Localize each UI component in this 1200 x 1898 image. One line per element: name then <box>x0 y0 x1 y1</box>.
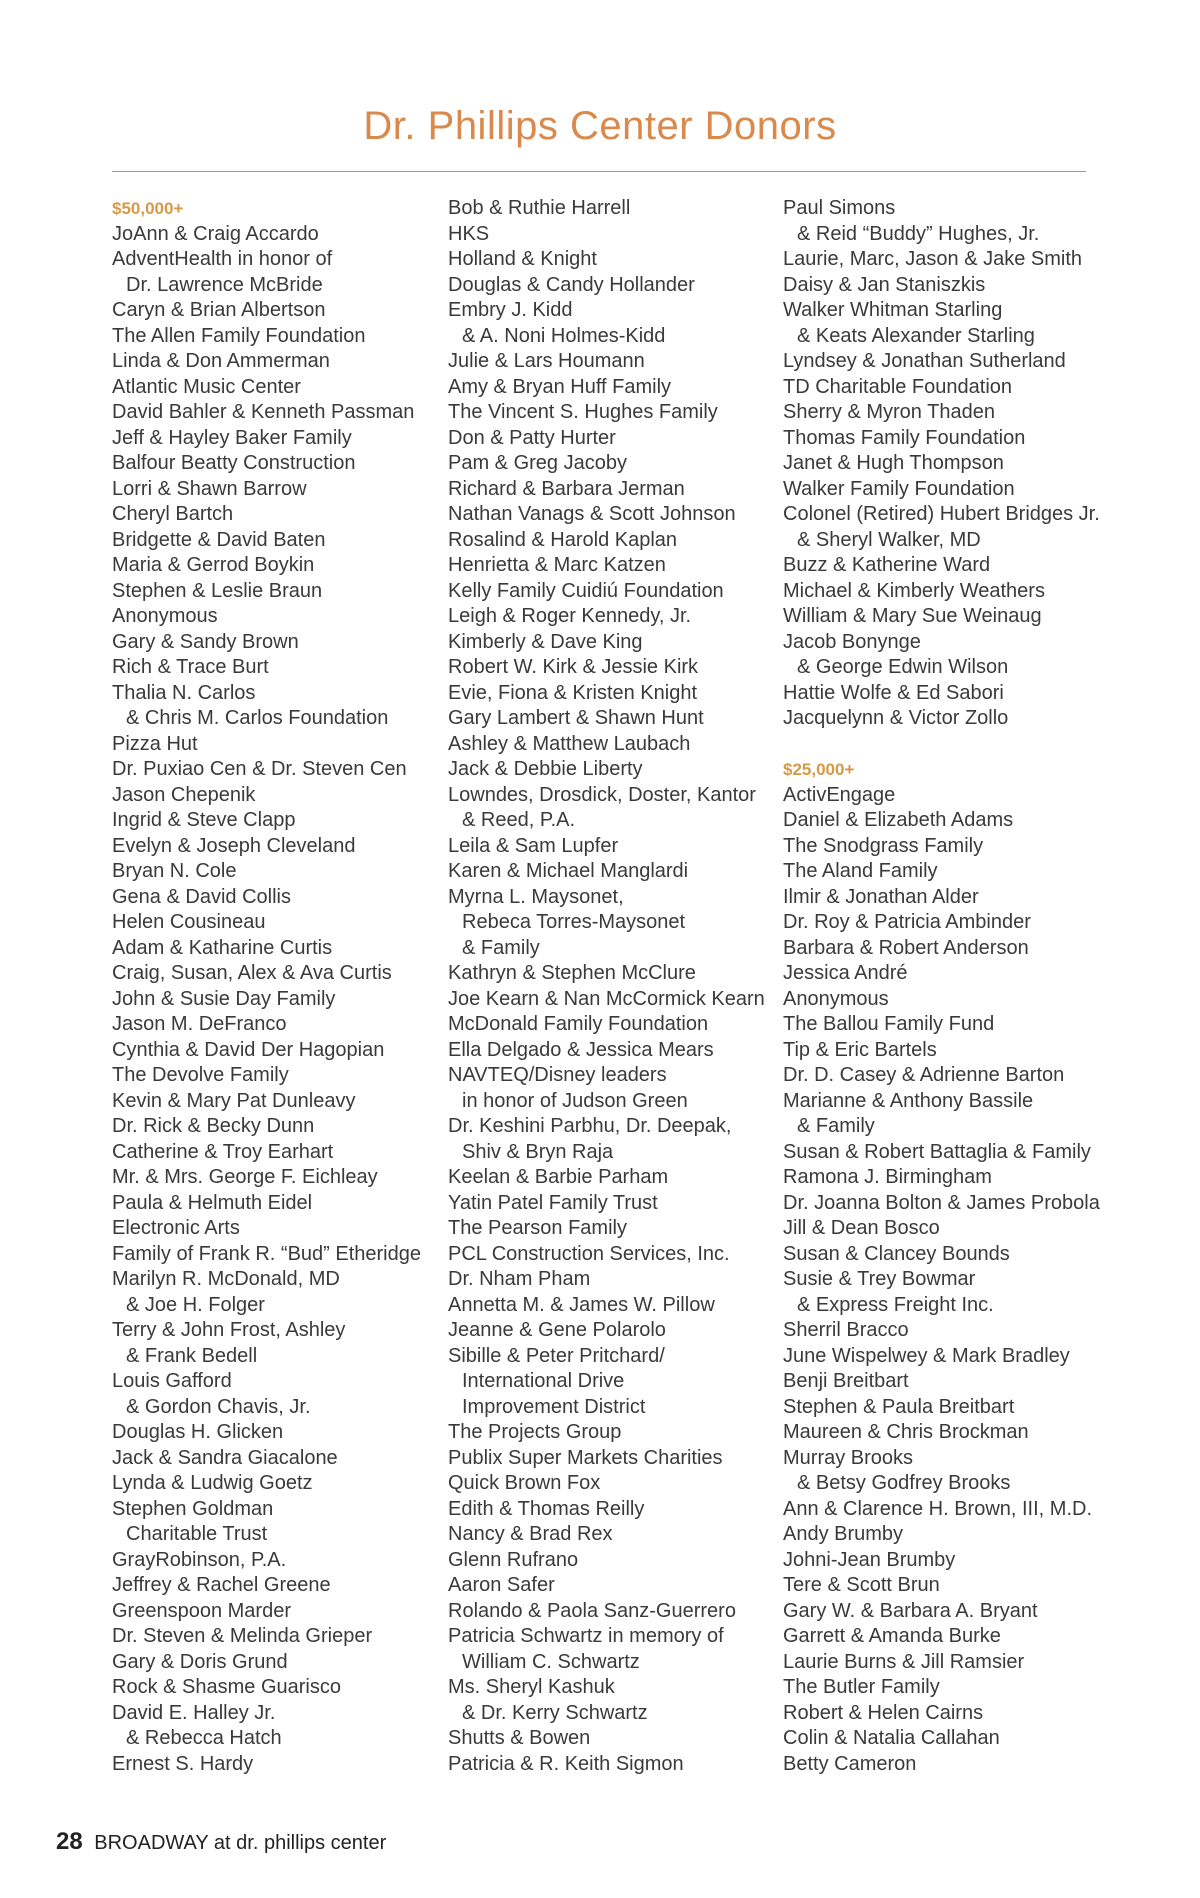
donor-name-continuation: & Sheryl Walker, MD <box>797 528 981 551</box>
donor-name: Jack & Sandra Giacalone <box>112 1446 338 1469</box>
donor-name: Publix Super Markets Charities <box>448 1446 723 1469</box>
donor-name: Ilmir & Jonathan Alder <box>783 885 979 908</box>
donor-name: Dr. Puxiao Cen & Dr. Steven Cen <box>112 758 407 780</box>
donor-name: Patricia & R. Keith Sigmon <box>448 1752 684 1775</box>
donor-name-continuation: William C. Schwartz <box>462 1650 640 1673</box>
donor-name-continuation: & Dr. Kerry Schwartz <box>462 1701 648 1724</box>
donor-name-continuation: Shiv & Bryn Raja <box>462 1140 614 1163</box>
donor-name: Ingrid & Steve Clapp <box>112 809 296 831</box>
donor-name: The Aland Family <box>783 860 938 882</box>
donor-name: Rock & Shasme Guarisco <box>112 1676 341 1698</box>
donor-name: Walker Family Foundation <box>783 477 1015 500</box>
donor-name: Johni-Jean Brumby <box>783 1548 956 1571</box>
donor-name: Susan & Clancey Bounds <box>783 1242 1010 1265</box>
title-divider <box>112 171 1086 172</box>
donor-name: Pizza Hut <box>112 732 198 755</box>
donor-name: Bryan N. Cole <box>112 860 237 882</box>
donor-name-continuation: & Reed, P.A. <box>462 809 576 831</box>
donor-name: Gary W. & Barbara A. Bryant <box>783 1599 1038 1622</box>
donor-name: Janet & Hugh Thompson <box>783 452 1004 474</box>
donor-name: Betty Cameron <box>783 1752 917 1775</box>
donor-name: Susan & Robert Battaglia & Family <box>783 1140 1091 1163</box>
donor-name: Michael & Kimberly Weathers <box>783 579 1045 602</box>
donor-name: Tip & Eric Bartels <box>783 1038 937 1061</box>
donor-name: Dr. Nham Pham <box>448 1268 591 1290</box>
donor-name: Sherry & Myron Thaden <box>783 401 995 423</box>
donor-name: Kelly Family Cuidiú Foundation <box>448 579 724 602</box>
donor-name: Linda & Don Ammerman <box>112 350 330 372</box>
donor-name-continuation: & Express Freight Inc. <box>797 1293 994 1316</box>
donor-name: The Vincent S. Hughes Family <box>448 401 718 423</box>
donor-name: TD Charitable Foundation <box>783 375 1013 398</box>
donor-name: Andy Brumby <box>783 1523 904 1545</box>
donor-name-continuation: & Keats Alexander Starling <box>797 324 1035 347</box>
donor-name: Caryn & Brian Albertson <box>112 299 326 321</box>
donor-name: Nathan Vanags & Scott Johnson <box>448 503 736 525</box>
donor-name: Jacob Bonynge <box>783 630 921 653</box>
donor-name: Douglas H. Glicken <box>112 1421 284 1443</box>
donor-name: Louis Gafford <box>112 1370 232 1392</box>
donor-name: Edith & Thomas Reilly <box>448 1497 645 1520</box>
donor-name: GrayRobinson, P.A. <box>112 1548 287 1571</box>
donor-name: Julie & Lars Houmann <box>448 350 645 372</box>
donor-name: Marilyn R. McDonald, MD <box>112 1268 340 1290</box>
donor-name: Maria & Gerrod Boykin <box>112 554 315 576</box>
donor-name: Cheryl Bartch <box>112 503 234 525</box>
donor-name: Ashley & Matthew Laubach <box>448 732 691 755</box>
donor-name: Sherril Bracco <box>783 1319 909 1341</box>
donor-name: Richard & Barbara Jerman <box>448 477 685 500</box>
donor-name: Colin & Natalia Callahan <box>783 1727 1000 1749</box>
donor-name: Dr. Steven & Melinda Grieper <box>112 1625 373 1647</box>
donor-name: Garrett & Amanda Burke <box>783 1625 1001 1647</box>
donor-name: Murray Brooks <box>783 1446 914 1469</box>
donor-name: Lowndes, Drosdick, Doster, Kantor <box>448 783 756 806</box>
donor-name: David E. Halley Jr. <box>112 1701 276 1724</box>
donor-name: Evelyn & Joseph Cleveland <box>112 834 356 857</box>
donor-name: Aaron Safer <box>448 1574 555 1596</box>
donor-name: Helen Cousineau <box>112 911 266 933</box>
donor-name-continuation: Dr. Lawrence McBride <box>126 273 323 296</box>
donor-name: Balfour Beatty Construction <box>112 452 356 474</box>
section-gap <box>783 732 1103 758</box>
donor-name-continuation: & George Edwin Wilson <box>797 656 1009 678</box>
donor-name: David Bahler & Kenneth Passman <box>112 401 415 423</box>
page-number: 28 <box>56 1828 83 1855</box>
donor-name: Don & Patty Hurter <box>448 426 616 449</box>
donor-name-continuation: & Joe H. Folger <box>126 1293 265 1316</box>
donor-name: Thalia N. Carlos <box>112 681 256 704</box>
donor-name: Karen & Michael Manglardi <box>448 860 689 882</box>
donor-name: Kimberly & Dave King <box>448 630 643 653</box>
donor-name: Walker Whitman Starling <box>783 299 1003 321</box>
page-footer <box>56 1828 386 1856</box>
donor-name: Stephen Goldman <box>112 1497 274 1520</box>
donor-name: Electronic Arts <box>112 1217 240 1239</box>
donor-name: Douglas & Candy Hollander <box>448 273 695 296</box>
donor-name: Daisy & Jan Staniszkis <box>783 273 986 296</box>
donor-name: JoAnn & Craig Accardo <box>112 222 319 245</box>
donor-name-continuation: Charitable Trust <box>126 1523 268 1545</box>
donor-name: Terry & John Frost, Ashley <box>112 1319 346 1341</box>
donor-name: The Projects Group <box>448 1421 622 1443</box>
donor-name: Leila & Sam Lupfer <box>448 834 619 857</box>
donor-name: Ramona J. Birmingham <box>783 1166 992 1188</box>
donor-name: Leigh & Roger Kennedy, Jr. <box>448 605 692 627</box>
donor-name: Thomas Family Foundation <box>783 426 1026 449</box>
donor-name: Ella Delgado & Jessica Mears <box>448 1038 714 1061</box>
donor-name: Laurie, Marc, Jason & Jake Smith <box>783 248 1083 270</box>
donor-name: John & Susie Day Family <box>112 987 336 1010</box>
donor-name: Dr. Joanna Bolton & James Probola <box>783 1191 1100 1214</box>
donor-name: Paul Simons <box>783 197 896 219</box>
donor-name: Sibille & Peter Pritchard/ <box>448 1344 665 1367</box>
donor-name: Joe Kearn & Nan McCormick Kearn <box>448 987 765 1010</box>
donor-name: The Pearson Family <box>448 1217 627 1239</box>
donor-name: Rosalind & Harold Kaplan <box>448 528 678 551</box>
donor-name: AdventHealth in honor of <box>112 248 333 270</box>
donor-name: Dr. Rick & Becky Dunn <box>112 1115 315 1137</box>
donor-name: Gena & David Collis <box>112 885 291 908</box>
donor-name: Cynthia & David Der Hagopian <box>112 1038 385 1061</box>
donor-name-continuation: & Betsy Godfrey Brooks <box>797 1472 1011 1494</box>
donor-name-continuation: in honor of Judson Green <box>462 1089 688 1112</box>
donor-name: Nancy & Brad Rex <box>448 1523 613 1545</box>
donor-name: Jessica André <box>783 962 908 984</box>
donor-name: Craig, Susan, Alex & Ava Curtis <box>112 962 392 984</box>
donor-name: Barbara & Robert Anderson <box>783 936 1029 959</box>
donor-name: Jeffrey & Rachel Greene <box>112 1574 331 1596</box>
donor-name: Anonymous <box>783 987 889 1010</box>
donor-name-continuation: & Chris M. Carlos Foundation <box>126 707 389 729</box>
donor-name-continuation: & Reid “Buddy” Hughes, Jr. <box>797 222 1040 245</box>
donor-name: Adam & Katharine Curtis <box>112 936 333 959</box>
donor-name: Buzz & Katherine Ward <box>783 554 991 576</box>
donor-name: Glenn Rufrano <box>448 1548 579 1571</box>
donor-name: Embry J. Kidd <box>448 299 573 321</box>
donor-name-continuation: & Family <box>462 936 540 959</box>
donor-name-continuation: Improvement District <box>462 1395 646 1418</box>
donor-name: Daniel & Elizabeth Adams <box>783 809 1014 831</box>
donor-name: The Ballou Family Fund <box>783 1013 995 1035</box>
donor-name: Dr. Roy & Patricia Ambinder <box>783 911 1031 933</box>
donor-name: Amy & Bryan Huff Family <box>448 375 672 398</box>
donor-name: Holland & Knight <box>448 248 597 270</box>
donor-name: Ms. Sheryl Kashuk <box>448 1676 615 1698</box>
donor-name: Benji Breitbart <box>783 1370 909 1392</box>
donor-name: William & Mary Sue Weinaug <box>783 605 1042 627</box>
donor-name: Jeff & Hayley Baker Family <box>112 426 352 449</box>
donor-name: Kevin & Mary Pat Dunleavy <box>112 1089 356 1112</box>
donor-name: Robert W. Kirk & Jessie Kirk <box>448 656 699 678</box>
donor-name-continuation: Rebeca Torres-Maysonet <box>462 911 686 933</box>
donor-name: Ann & Clarence H. Brown, III, M.D. <box>783 1497 1092 1520</box>
donor-name: Rich & Trace Burt <box>112 656 269 678</box>
donor-name: Stephen & Paula Breitbart <box>783 1395 1015 1418</box>
donor-name: Dr. D. Casey & Adrienne Barton <box>783 1064 1065 1086</box>
donor-name: ActivEngage <box>783 783 896 806</box>
donor-name: Lorri & Shawn Barrow <box>112 477 307 500</box>
donor-name: The Butler Family <box>783 1676 940 1698</box>
donor-name: HKS <box>448 222 490 245</box>
donor-name: Maureen & Chris Brockman <box>783 1421 1029 1443</box>
donor-name: Myrna L. Maysonet, <box>448 885 624 908</box>
donor-name: Lynda & Ludwig Goetz <box>112 1472 313 1494</box>
donor-name: Jason M. DeFranco <box>112 1013 287 1035</box>
donor-name: Annetta M. & James W. Pillow <box>448 1293 715 1316</box>
donor-name-continuation: & Gordon Chavis, Jr. <box>126 1395 311 1418</box>
donor-name: Bob & Ruthie Harrell <box>448 197 631 219</box>
donor-name: Hattie Wolfe & Ed Sabori <box>783 681 1004 704</box>
donor-name: Catherine & Troy Earhart <box>112 1140 334 1163</box>
donor-name: Henrietta & Marc Katzen <box>448 554 666 576</box>
donor-name: Dr. Keshini Parbhu, Dr. Deepak, <box>448 1115 732 1137</box>
donor-name-continuation: & A. Noni Holmes-Kidd <box>462 324 666 347</box>
donor-name: Bridgette & David Baten <box>112 528 326 551</box>
donor-name: Kathryn & Stephen McClure <box>448 962 696 984</box>
donor-name: Mr. & Mrs. George F. Eichleay <box>112 1166 378 1188</box>
donor-name: The Snodgrass Family <box>783 834 984 857</box>
donor-name: Rolando & Paola Sanz-Guerrero <box>448 1599 736 1622</box>
donor-name: Jack & Debbie Liberty <box>448 758 643 780</box>
donor-name: Jacquelynn & Victor Zollo <box>783 707 1009 729</box>
donor-name: Jill & Dean Bosco <box>783 1217 940 1239</box>
donor-name: Patricia Schwartz in memory of <box>448 1625 724 1647</box>
donor-name: Greenspoon Marder <box>112 1599 291 1622</box>
donor-column-1 <box>112 196 432 1777</box>
page-title: Dr. Phillips Center Donors <box>363 104 837 148</box>
donor-name: Anonymous <box>112 605 218 627</box>
donor-name-continuation: & Family <box>797 1115 875 1137</box>
donor-name: Gary & Sandy Brown <box>112 630 299 653</box>
donor-name: McDonald Family Foundation <box>448 1013 709 1035</box>
donor-name: Colonel (Retired) Hubert Bridges Jr. <box>783 503 1100 525</box>
donor-name-continuation: & Rebecca Hatch <box>126 1727 282 1749</box>
donor-name: Marianne & Anthony Bassile <box>783 1089 1034 1112</box>
donor-name-continuation: International Drive <box>462 1370 625 1392</box>
tier-heading: $25,000+ <box>783 760 855 779</box>
donor-name: Family of Frank R. “Bud” Etheridge <box>112 1242 421 1265</box>
donor-name: PCL Construction Services, Inc. <box>448 1242 730 1265</box>
donor-name: Keelan & Barbie Parham <box>448 1166 669 1188</box>
donor-name-continuation: & Frank Bedell <box>126 1344 258 1367</box>
donor-name: Yatin Patel Family Trust <box>448 1191 658 1214</box>
donor-name: Tere & Scott Brun <box>783 1574 940 1596</box>
donor-name: The Devolve Family <box>112 1064 289 1086</box>
donor-name: Ernest S. Hardy <box>112 1752 254 1775</box>
donor-name: Lyndsey & Jonathan Sutherland <box>783 350 1066 372</box>
donor-name: Evie, Fiona & Kristen Knight <box>448 681 698 704</box>
donor-name: Robert & Helen Cairns <box>783 1701 984 1724</box>
donor-column-2 <box>448 196 768 1777</box>
donor-name: Gary Lambert & Shawn Hunt <box>448 707 704 729</box>
donor-name: Pam & Greg Jacoby <box>448 452 627 474</box>
donor-column-3 <box>783 196 1103 1777</box>
donor-name: Shutts & Bowen <box>448 1727 591 1749</box>
donor-name: Atlantic Music Center <box>112 375 301 398</box>
donor-name: Jason Chepenik <box>112 783 256 806</box>
tier-heading: $50,000+ <box>112 199 184 218</box>
donor-name: The Allen Family Foundation <box>112 324 366 347</box>
donor-name: Stephen & Leslie Braun <box>112 579 323 602</box>
donor-name: Paula & Helmuth Eidel <box>112 1191 313 1214</box>
donor-name: NAVTEQ/Disney leaders <box>448 1064 667 1086</box>
donor-name: Susie & Trey Bowmar <box>783 1268 976 1290</box>
publication-name: BROADWAY at dr. phillips center <box>94 1832 387 1854</box>
donor-name: Jeanne & Gene Polarolo <box>448 1319 666 1341</box>
donor-name: Laurie Burns & Jill Ramsier <box>783 1650 1025 1673</box>
donor-name: Gary & Doris Grund <box>112 1650 288 1673</box>
donor-name: June Wispelwey & Mark Bradley <box>783 1344 1070 1367</box>
donor-name: Quick Brown Fox <box>448 1472 601 1494</box>
